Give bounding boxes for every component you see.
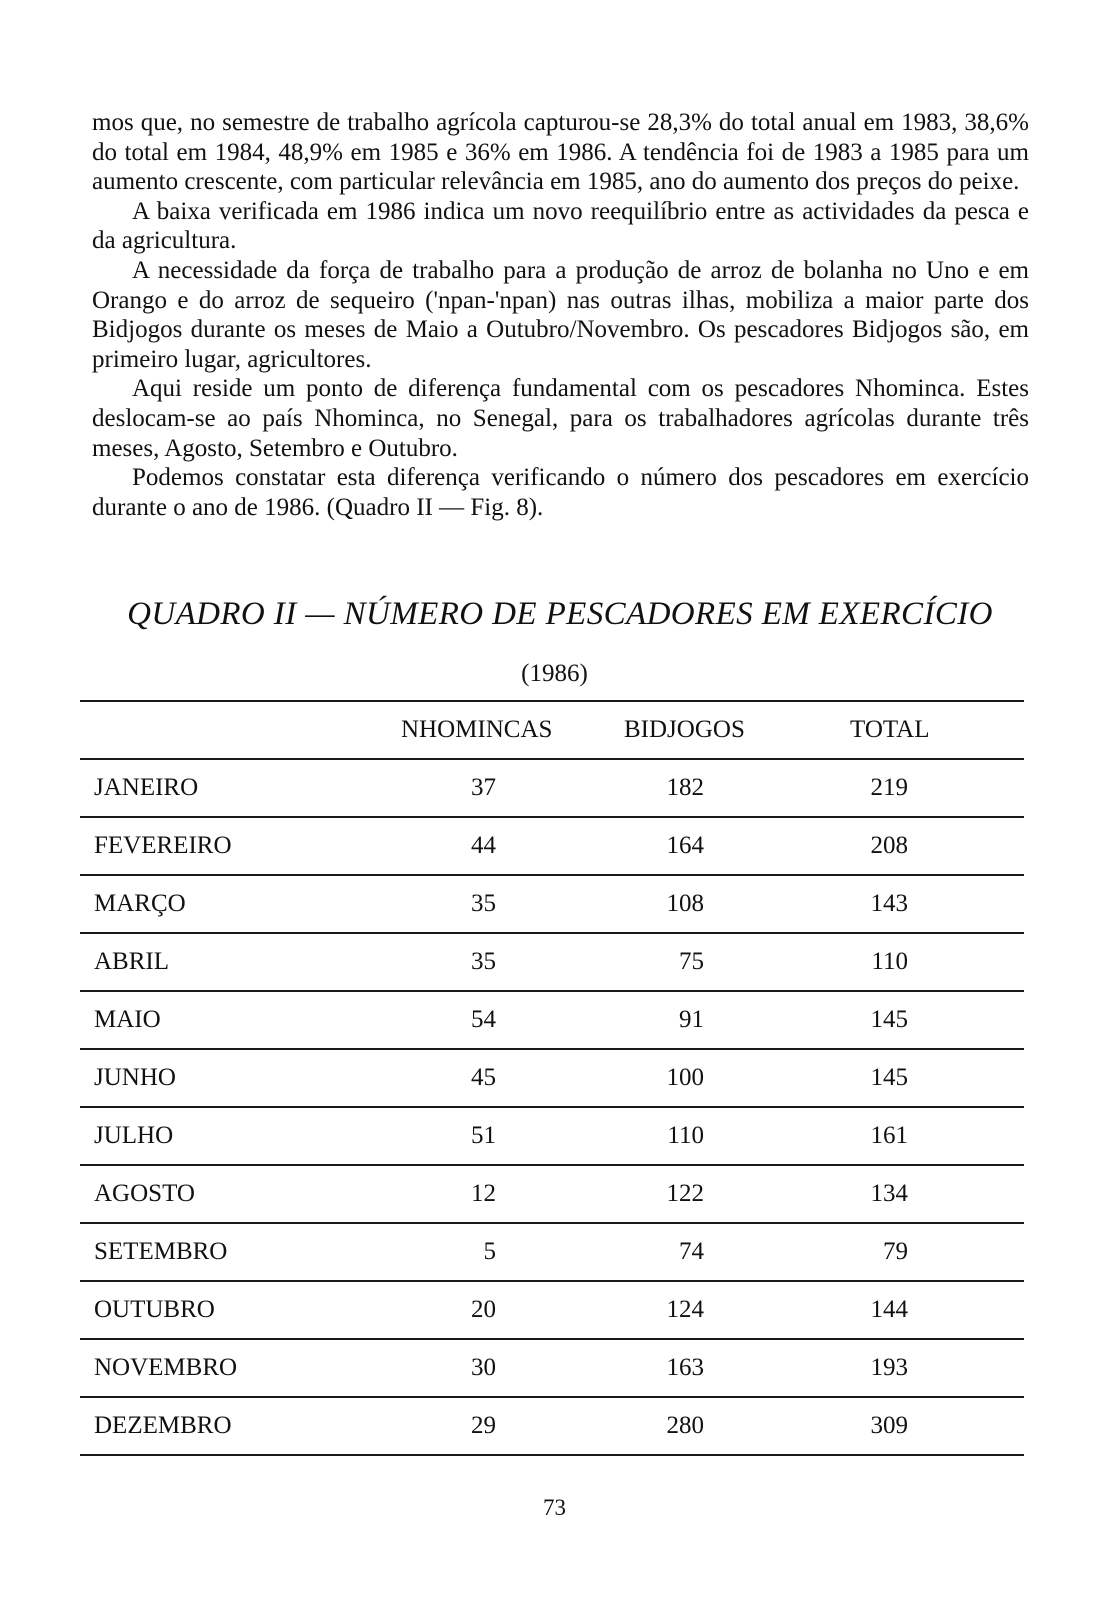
paragraph: Aqui reside um ponto de diferença fundamental com os pescadores Nhominca. Estes deslocam-se ao país Nhominca, no Senegal, para os trabalhadores agrícolas durante três meses, Agosto, Setembro e Outubro. — [92, 375, 1029, 462]
nhomincas-cell: 51 — [471, 1122, 496, 1149]
month-cell: NOVEMBRO — [94, 1354, 238, 1381]
table-row — [80, 1108, 1024, 1164]
total-cell: 144 — [870, 1296, 908, 1323]
table-rule — [80, 1454, 1024, 1456]
paragraph: A baixa verificada em 1986 indica um novo reequilíbrio entre as actividades da pesca e da agricultura. — [92, 197, 1029, 255]
month-cell: AGOSTO — [94, 1180, 195, 1207]
table-subtitle: (1986) — [521, 660, 588, 687]
total-cell: 110 — [871, 948, 908, 975]
bidjogos-cell: 108 — [666, 890, 704, 917]
total-cell: 193 — [870, 1354, 908, 1381]
nhomincas-cell: 45 — [471, 1064, 496, 1091]
column-header-total: TOTAL — [850, 716, 930, 743]
column-header-nhomincas: NHOMINCAS — [401, 716, 553, 743]
paragraph: Podemos constatar esta diferença verificando o número dos pescadores em exercício durante o ano de 1986. (Quadro II — Fig. 8). — [92, 464, 1029, 521]
bidjogos-cell: 100 — [666, 1064, 704, 1091]
bidjogos-cell: 122 — [666, 1180, 704, 1207]
total-cell: 161 — [870, 1122, 908, 1149]
table-row — [80, 1282, 1024, 1338]
month-cell: SETEMBRO — [94, 1238, 228, 1265]
table-row — [80, 1166, 1024, 1222]
nhomincas-cell: 29 — [471, 1412, 496, 1439]
total-cell: 219 — [870, 774, 908, 801]
table-row — [80, 1398, 1024, 1454]
bidjogos-cell: 164 — [666, 832, 704, 859]
nhomincas-cell: 54 — [471, 1006, 496, 1033]
month-cell: MAIO — [94, 1006, 161, 1033]
table-row — [80, 876, 1024, 932]
bidjogos-cell: 280 — [666, 1412, 704, 1439]
month-cell: FEVEREIRO — [94, 832, 232, 859]
month-cell: OUTUBRO — [94, 1296, 215, 1323]
month-cell: JULHO — [94, 1122, 174, 1149]
month-cell: DEZEMBRO — [94, 1412, 232, 1439]
table-header-row — [80, 702, 1024, 758]
nhomincas-cell: 20 — [471, 1296, 496, 1323]
body-text — [92, 108, 1029, 522]
nhomincas-cell: 37 — [471, 774, 496, 801]
bidjogos-cell: 91 — [679, 1006, 704, 1033]
fishermen-table — [80, 700, 1024, 1456]
column-header-bidjogos: BIDJOGOS — [624, 716, 745, 743]
table-row — [80, 1340, 1024, 1396]
table-row — [80, 760, 1024, 816]
bidjogos-cell: 163 — [666, 1354, 704, 1381]
total-cell: 208 — [870, 832, 908, 859]
paragraph: mos que, no semestre de trabalho agrícola capturou-se 28,3% do total anual em 1983, 38,6% do total em 1984, 48,9% em 1985 e 36% em 1986. A tendência foi de 1983 a 1985 para um aumento crescente, com particular relevância em 1985, ano do aumento dos preços do peixe. — [92, 109, 1029, 196]
month-cell: ABRIL — [94, 948, 169, 975]
table-title: QUADRO II — NÚMERO DE PESCADORES EM EXERCÍCIO — [127, 596, 993, 632]
table-row — [80, 992, 1024, 1048]
bidjogos-cell: 182 — [666, 774, 704, 801]
total-cell: 79 — [883, 1238, 908, 1265]
total-cell: 145 — [870, 1006, 908, 1033]
bidjogos-cell: 124 — [666, 1296, 704, 1323]
total-cell: 309 — [870, 1412, 908, 1439]
nhomincas-cell: 35 — [471, 948, 496, 975]
total-cell: 143 — [870, 890, 908, 917]
table-row — [80, 818, 1024, 874]
paragraph: A necessidade da força de trabalho para a produção de arroz de bolanha no Uno e em Orango e do arroz de sequeiro ('npan-'npan) nas outras ilhas, mobiliza a maior parte dos Bidjogos durante os meses de Maio a Outubro/Novembro. Os pescadores Bidjogos são, em primeiro lugar, agricultores. — [92, 256, 1029, 373]
nhomincas-cell: 44 — [471, 832, 496, 859]
table-row — [80, 934, 1024, 990]
bidjogos-cell: 74 — [679, 1238, 704, 1265]
total-cell: 134 — [870, 1180, 908, 1207]
nhomincas-cell: 5 — [483, 1238, 496, 1265]
table-row — [80, 1050, 1024, 1106]
nhomincas-cell: 35 — [471, 890, 496, 917]
month-cell: MARÇO — [94, 890, 186, 917]
table-body — [80, 760, 1024, 1456]
nhomincas-cell: 12 — [471, 1180, 496, 1207]
page-number: 73 — [543, 1495, 566, 1520]
table-row — [80, 1224, 1024, 1280]
bidjogos-cell: 75 — [679, 948, 704, 975]
total-cell: 145 — [870, 1064, 908, 1091]
month-cell: JUNHO — [94, 1064, 176, 1091]
bidjogos-cell: 110 — [667, 1122, 704, 1149]
month-cell: JANEIRO — [94, 774, 199, 801]
nhomincas-cell: 30 — [471, 1354, 496, 1381]
